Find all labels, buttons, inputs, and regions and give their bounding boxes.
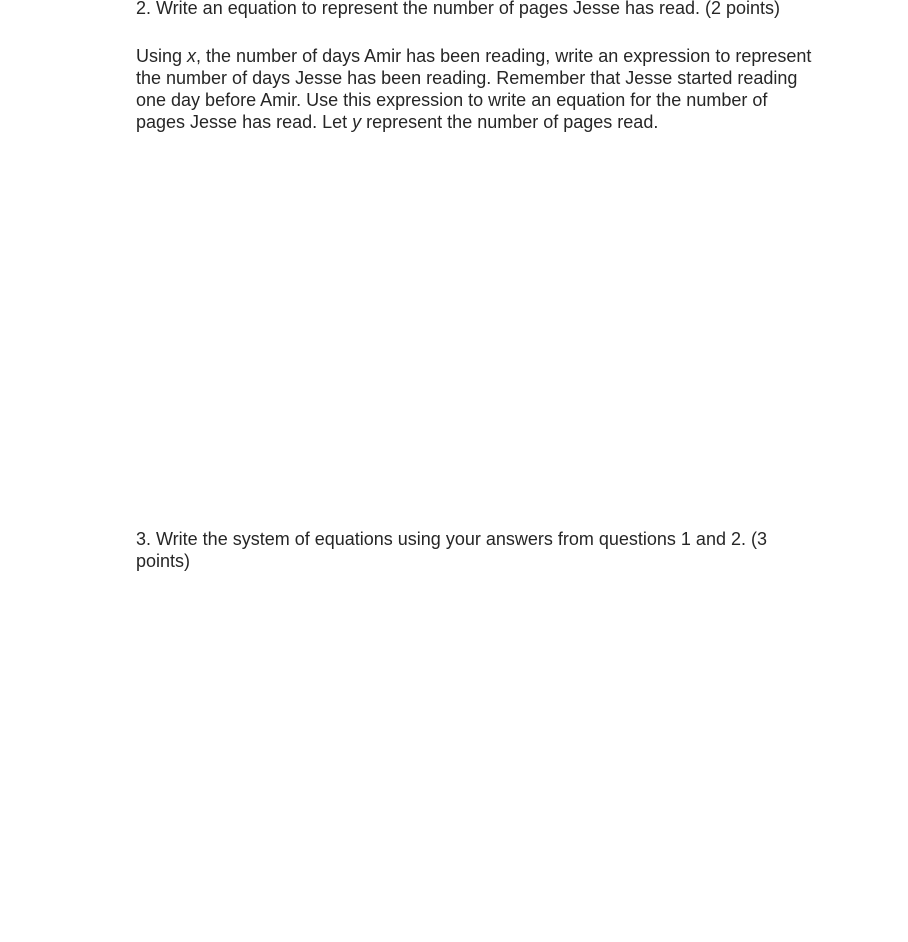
question-3-heading: 3. Write the system of equations using your answers from questions 1 and 2. (3 points) bbox=[136, 529, 767, 571]
q2-text-part-3: represent the number of pages read. bbox=[361, 112, 659, 132]
variable-y: y bbox=[352, 112, 362, 132]
question-2-instructions bbox=[136, 45, 816, 133]
q2-text-part-2: , the number of days Amir has been reading, write an expression to represent the number of days Jesse has been reading. Remember that Jesse started reading one day before Amir. Use this expression to write an equation for the number of pages Jesse has read. Let bbox=[136, 46, 812, 132]
variable-x: x bbox=[187, 46, 197, 66]
q2-text-part-1: Using bbox=[136, 46, 188, 66]
question-2-heading: 2. Write an equation to represent the number of pages Jesse has read. (2 points) bbox=[136, 0, 781, 18]
